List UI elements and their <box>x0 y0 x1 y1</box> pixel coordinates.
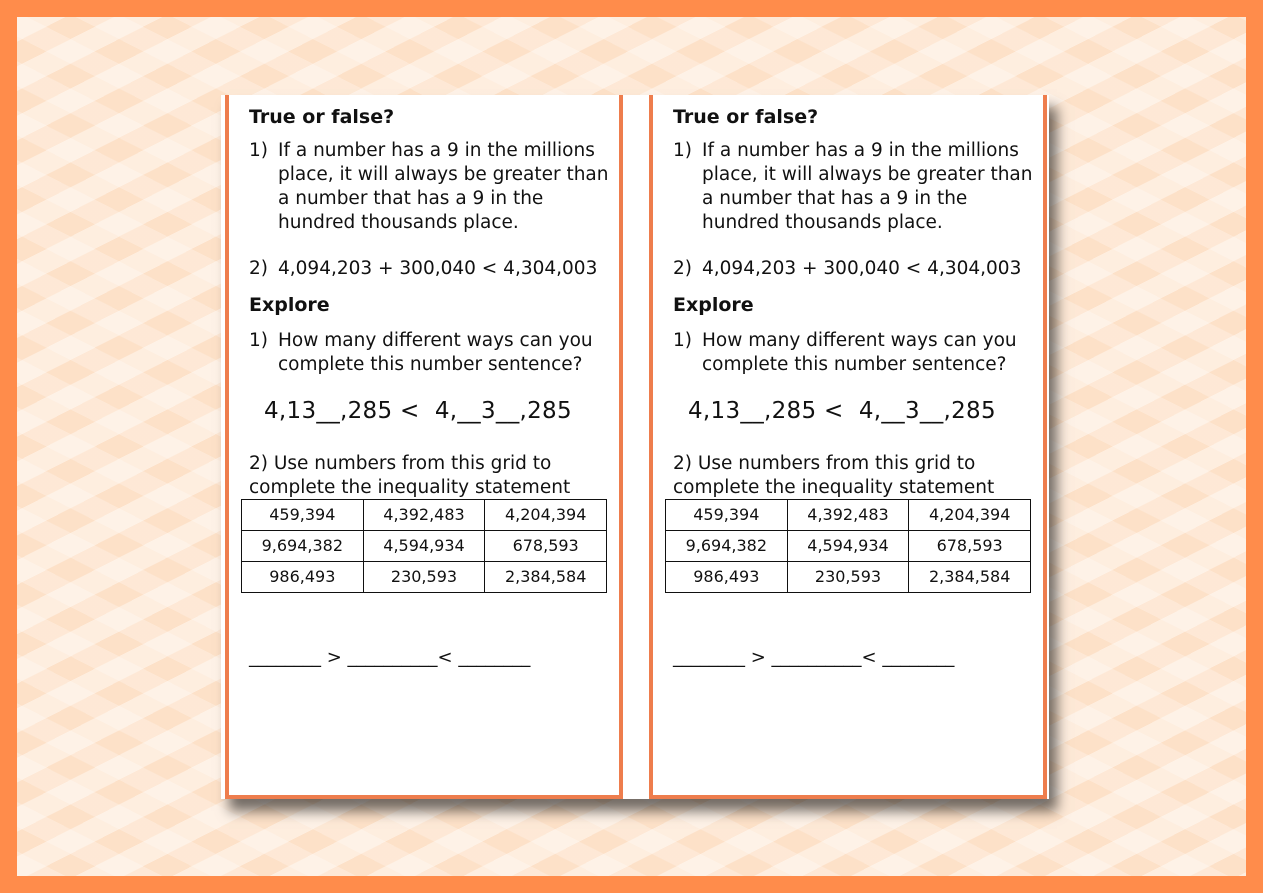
task-card-right <box>649 95 1047 799</box>
grid-cell: 4,594,934 <box>363 531 485 562</box>
explore-question-2: 2) Use numbers from this grid to complete the inequality statement <box>249 453 571 498</box>
item-number: 1) <box>249 140 268 161</box>
grid-row <box>242 500 607 531</box>
grid-cell: 9,694,382 <box>242 531 364 562</box>
grid-cell: 459,394 <box>242 500 364 531</box>
grid-cell: 4,392,483 <box>787 500 909 531</box>
item-number: 2) <box>249 258 268 279</box>
inequality-blanks: ________ > __________< ________ <box>673 647 955 668</box>
true-false-heading: True or false? <box>673 106 819 128</box>
grid-cell: 4,204,394 <box>485 500 607 531</box>
true-false-heading: True or false? <box>249 106 395 128</box>
item-number: 2) <box>673 258 692 279</box>
grid-cell: 9,694,382 <box>666 531 788 562</box>
grid-cell: 678,593 <box>485 531 607 562</box>
grid-cell: 4,204,394 <box>909 500 1031 531</box>
item-number: 1) <box>673 140 692 161</box>
item-text: How many different ways can you complete this number sentence? <box>278 330 593 375</box>
grid-row <box>666 500 1031 531</box>
task-card-left <box>225 95 623 799</box>
item-number: 1) <box>249 330 268 351</box>
number-grid <box>665 499 1031 593</box>
grid-cell: 678,593 <box>909 531 1031 562</box>
true-false-item-1 <box>673 139 1033 235</box>
grid-cell: 230,593 <box>787 562 909 593</box>
item-text: 4,094,203 + 300,040 < 4,304,003 <box>702 258 1022 279</box>
number-sentence: 4,13__,285 < 4,__3__,285 <box>264 398 572 424</box>
item-text: If a number has a 9 in the millions place, it will always be greater than a number that has a 9 in the hundred thousands place. <box>278 140 609 233</box>
item-number: 1) <box>673 330 692 351</box>
grid-cell: 459,394 <box>666 500 788 531</box>
grid-cell: 2,384,584 <box>909 562 1031 593</box>
true-false-item-2 <box>673 257 1033 281</box>
grid-row <box>242 531 607 562</box>
explore-question-2: 2) Use numbers from this grid to complete the inequality statement <box>673 453 995 498</box>
grid-cell: 2,384,584 <box>485 562 607 593</box>
grid-cell: 986,493 <box>666 562 788 593</box>
item-text: How many different ways can you complete this number sentence? <box>702 330 1017 375</box>
worksheet-sheet <box>221 95 1049 799</box>
explore-heading: Explore <box>673 294 754 316</box>
explore-question-1 <box>673 329 1033 377</box>
item-text: 4,094,203 + 300,040 < 4,304,003 <box>278 258 598 279</box>
number-sentence: 4,13__,285 < 4,__3__,285 <box>688 398 996 424</box>
grid-cell: 4,392,483 <box>363 500 485 531</box>
item-text: If a number has a 9 in the millions place, it will always be greater than a number that has a 9 in the hundred thousands place. <box>702 140 1033 233</box>
true-false-item-2 <box>249 257 609 281</box>
grid-cell: 230,593 <box>363 562 485 593</box>
number-grid <box>241 499 607 593</box>
inequality-blanks: ________ > __________< ________ <box>249 647 531 668</box>
explore-question-1 <box>249 329 609 377</box>
explore-heading: Explore <box>249 294 330 316</box>
grid-row <box>666 562 1031 593</box>
grid-row <box>242 562 607 593</box>
grid-row <box>666 531 1031 562</box>
grid-cell: 986,493 <box>242 562 364 593</box>
grid-cell: 4,594,934 <box>787 531 909 562</box>
true-false-item-1 <box>249 139 609 235</box>
